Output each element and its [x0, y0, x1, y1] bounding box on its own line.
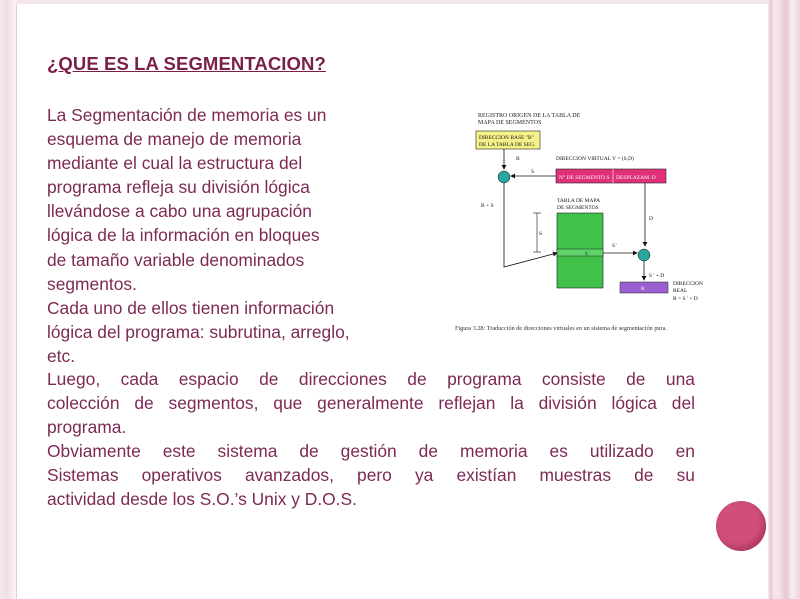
text-line: etc. [47, 345, 76, 366]
justified-line [47, 439, 695, 463]
word: reflejan [438, 393, 496, 414]
r-label: R [641, 286, 645, 292]
word: división [538, 393, 597, 414]
word: Obviamente [47, 441, 141, 462]
word: operativos [141, 465, 222, 486]
word: de [134, 393, 154, 414]
segment-number-label: N° DE SEGMENTO S [559, 175, 610, 181]
register-label: MAPA DE SEGMENTOS [478, 120, 542, 126]
word: colección [47, 393, 120, 414]
text-line: programa refleja su división lógica [47, 177, 310, 198]
sum-label: S ' + D [649, 273, 665, 279]
word: segmentos, [168, 393, 259, 414]
table-label: DE SEGMENTOS [557, 205, 599, 211]
body-paragraph [47, 367, 695, 512]
slide-title: ¿QUE ES LA SEGMENTACION? [47, 53, 326, 74]
word: espacio [178, 369, 239, 389]
text-line: actividad desde los S.O.’s Unix y D.O.S. [47, 489, 357, 510]
text-line: lógica de la información en bloques [47, 225, 320, 246]
word: existían [456, 465, 517, 486]
bs-label: B + S [481, 203, 494, 209]
s-label: S [531, 169, 535, 175]
word: en [675, 441, 695, 462]
word: de [407, 369, 427, 389]
offset-label: DESPLAZAM. D [616, 175, 656, 181]
word: consiste [541, 369, 606, 389]
justified-line [47, 463, 695, 487]
text-line: programa. [47, 417, 127, 438]
word: de [418, 441, 439, 462]
text-line: esquema de manejo de memoria [47, 129, 302, 150]
virtual-address-label: DIRECCION VIRTUAL V = (S,D) [556, 156, 634, 162]
word: la [510, 393, 524, 414]
text-line: llevándose a cabo una agrupación [47, 201, 312, 222]
word: una [665, 369, 695, 389]
word: Sistemas [47, 465, 119, 486]
d-label: D [649, 216, 653, 222]
word: de [259, 369, 279, 389]
word: de [634, 465, 654, 486]
s-prime-label: S ' [612, 243, 618, 249]
word: muestras [539, 465, 612, 486]
word: direcciones [298, 369, 387, 389]
adder-node [498, 171, 510, 183]
figure-caption: Figura 3.28: Traducción de direcciones virtuales en un sistema de segmentación pura. [455, 325, 667, 332]
left-border [0, 0, 17, 599]
table-row-label: S ' [585, 252, 590, 257]
word: gestión [340, 441, 397, 462]
word: es [549, 441, 568, 462]
word: utilizado [589, 441, 654, 462]
word: lógica [611, 393, 657, 414]
text-line: de tamaño variable denominados [47, 249, 305, 270]
word: avanzados, [244, 465, 334, 486]
word: cada [120, 369, 159, 389]
decorative-circle [716, 501, 766, 551]
text-line: segmentos. [47, 273, 137, 294]
word: ya [414, 465, 434, 486]
word: de [299, 441, 319, 462]
word: de [626, 369, 646, 389]
segment-table-row [557, 249, 603, 256]
top-border [16, 0, 768, 4]
base-box-label: DE LA TABLA DE SEG. [479, 142, 536, 148]
text-line: mediante el cual la estructura del [47, 153, 303, 174]
text-line: La Segmentación de memoria es un [47, 105, 327, 125]
word: memoria [459, 441, 528, 462]
right-border [768, 0, 800, 599]
base-box-label: DIRECCION BASE "B" [479, 135, 534, 141]
word: que [273, 393, 303, 414]
justified-line [47, 367, 695, 391]
word: su [676, 465, 695, 486]
text-line: Cada uno de ellos tienen información [47, 297, 335, 318]
intro-paragraph [47, 103, 407, 368]
justified-line [47, 391, 695, 415]
table-label: TABLA DE MAPA [557, 198, 601, 204]
real-address-label: REAL [673, 288, 688, 294]
b-label: B [516, 156, 520, 162]
real-address-formula: R = S ' + D [673, 296, 698, 302]
word: pero [357, 465, 392, 486]
sum-node [638, 249, 650, 261]
real-address-label: DIRECCION [673, 281, 703, 287]
word: programa [447, 369, 522, 389]
word: Luego, [47, 369, 101, 389]
word: generalmente [317, 393, 424, 414]
word: sistema [217, 441, 278, 462]
text-line: lógica del programa: subrutina, arreglo, [47, 321, 350, 342]
word: del [671, 393, 695, 414]
register-label: REGISTRO ORIGEN DE LA TABLA DE [478, 113, 581, 119]
s-side-label: S [539, 231, 543, 237]
segmentation-diagram [473, 107, 723, 337]
word: este [162, 441, 196, 462]
